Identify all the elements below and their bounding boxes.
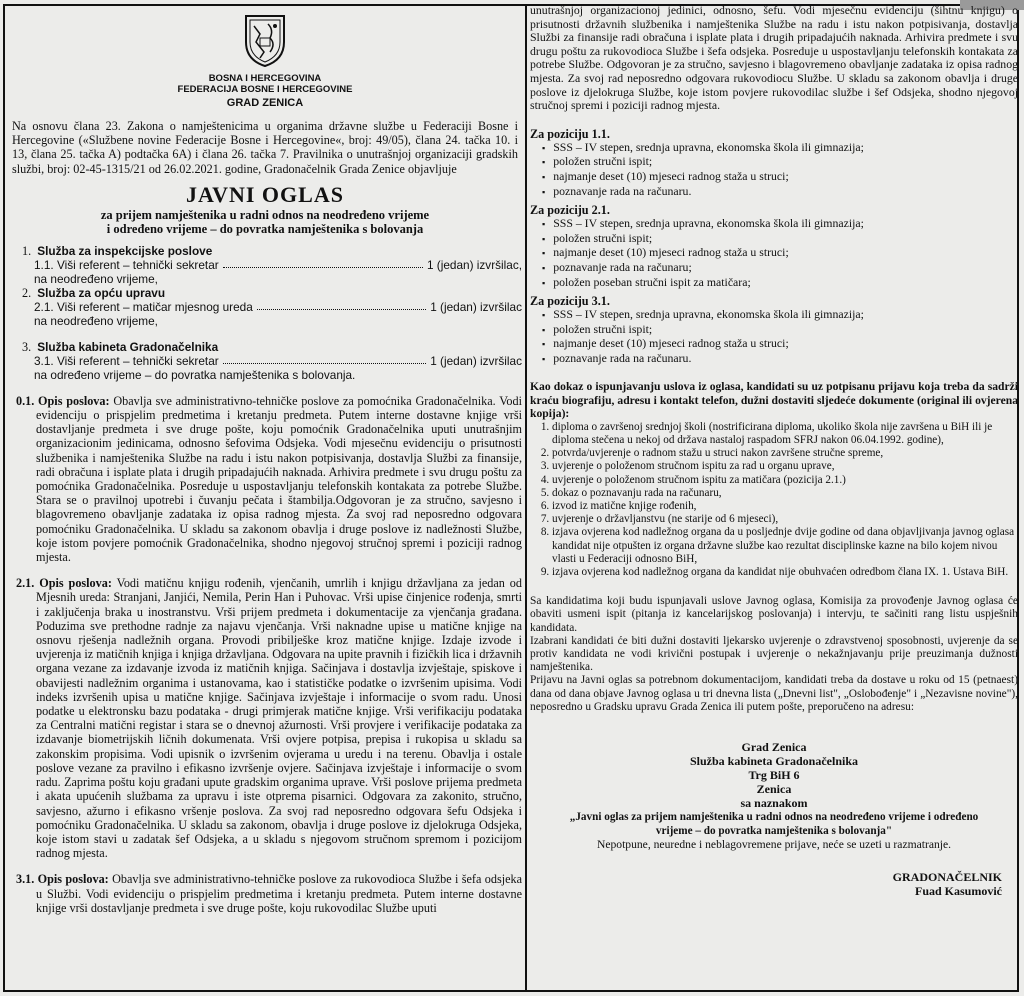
requirements-list	[530, 141, 1018, 199]
left-column	[8, 0, 522, 996]
service-name: Služba za inspekcijske poslove	[37, 243, 213, 258]
intro-paragraph: Na osnovu člana 23. Zakona o namještenicima u organima državne službe u Federaciji Bosne i Hercegovine («Službene novine Federacije Bosne i Hercegovine«, broj: 49/05), člana 24. tačka 10. i 13, člana 25. tačka A) podtačka 6A) i člana 26. tačka 7. Pravilnika o unutrašnjoj organizaciji gradskih službi, broj: 02-45-1315/21 od 26.02.2021. godine, Gradonačelnik Grada Zenice objavljuje	[12, 119, 518, 176]
column-divider	[525, 4, 527, 992]
job-description-text: Obavlja sve administrativno-tehničke poslove za rukovodioca Službe i šefa odsjeka u Službi. Vodi evidenciju o prispjelim predmetima i kretanju predmeta. Putem interne dostavne knjige vrši dostavljanje predmeta i sve druge pošte, koju rukovodilac Službe uputi	[36, 872, 522, 915]
address-line: sa naznakom	[740, 795, 808, 810]
document-item: 1. diploma o završenoj srednjoj školi (nostrificirana diploma, ukoliko škola nije završena u BiH ili je diploma stečena u nekoj od država nastaloj raspadom SFRJ nakon 06.04.1992. godine),	[552, 421, 1018, 447]
requirements-3-1	[530, 294, 1018, 366]
document-subtitle-1: za prijem namještenika u radni odnos na neodređeno vrijeme	[100, 207, 430, 222]
right-column	[530, 0, 1018, 996]
closing-paragraph-1: Sa kandidatima koji budu ispunjavali uslove Javnog oglasa, Komisija za provođenje Javnog oglasa će obaviti usmeni ispit (pitanja iz kancelarijskog poslovanja) i intervju, te sačiniti rang listu uspješnih kandidata.	[530, 595, 1018, 634]
position-count: 1 (jedan) izvršilac,	[426, 257, 522, 272]
job-description-label: 2.1. Opis poslova:	[16, 576, 112, 591]
job-description-2-1	[12, 576, 522, 860]
requirements-list	[530, 217, 1018, 290]
position-term: na neodređeno vrijeme,	[34, 271, 158, 286]
closing-paragraph-3: Prijavu na Javni oglas sa potrebnom dokumentacijom, kandidati treba da dostave u roku od 15 (petnaest) dana od dana objave Javnog oglasa u tri dnevna lista („Dnevni list", „Oslobođenje" i „Nezavisne novine"), neposredno u Gradsku upravu Grada Zenica ili putem pošte, preporučeno na adresu:	[530, 674, 1018, 713]
federation-name: FEDERACIJA BOSNE I HERCEGOVINE	[177, 84, 353, 95]
document-item: 7. uvjerenje o državljanstvu (ne starije od 6 mjeseci),	[552, 513, 1018, 526]
submission-address	[530, 740, 1018, 838]
document-subtitle-2: i određeno vrijeme – do povratka namještenika s bolovanja	[106, 221, 424, 236]
service-3	[8, 340, 522, 382]
job-description-0-1	[12, 394, 522, 564]
service-name: Služba kabineta Gradonačelnika	[37, 339, 219, 354]
address-line: Služba kabineta Gradonačelnika	[689, 753, 859, 768]
position-count: 1 (jedan) izvršilac	[430, 353, 522, 368]
requirement-item: ▪ SSS – IV stepen, srednja upravna, ekonomska škola ili gimnazija;	[556, 217, 1018, 232]
closing-paragraph-2: Izabrani kandidati će biti dužni dostaviti ljekarsko uvjerenje o zdravstvenoj sposobnosti, uvjerenje da se protiv kandidata ne vodi krivični postupak i uvjerenje o nekažnjavanju prije preuzimanja dužnosti namještenika.	[530, 634, 1018, 674]
document-item: 8. izjava ovjerena kod nadležnog organa da u posljednje dvije godine od dana objavljivanja javnog oglasa kandidat nije otpušten iz organa državne službe kao rezultat disciplinske kazne na bilo kojem nivou vlasti u Federaciji odnosno BiH,	[552, 526, 1018, 566]
job-description-text: Obavlja sve administrativno-tehničke poslove za pomoćnika Gradonačelnika. Vodi evidenciju o prispjelim predmetima i kretanju predmeta. Putem interne dostavne knjige vrši dostavljanje predmeta i sve druge pošte, koju pomoćnik Gradonačelnika uputi unutrašnjim organizacionim jedinicama, odnosno šefovima Odsjeka. Vodi mjesečnu evidenciju o prisutnosti službenika i namještenika Službe na radu i istu nakon potpisivanja, dostavlja Službi za finansije, radi obračuna i isplate plata i drugih pripadajućih naknada. Arhivira predmete i svu drugu poštu za pomoćnika Gradonačelnika. Posreduje u uspostavljanju telefonskih kontakata za potrebe Službe. Stara se o pravilnoj upotrebi i čuvanju pečata i štambilja.Odgovoran je za stručno, savjesno i blagovremeno obavljanje zadataka iz opisa radnog mjesta. Za svoj rad neposredno odgovara pomoćniku Gradonačelnika. U skladu sa zakonom obavlja i druge poslove iz nadležnosti Službe, koje istom povjere pomoćnik Gradonačelnika, shodno njegovoj stručnoj spremi i poziciji radnog mjesta.	[36, 393, 522, 565]
incomplete-note: Nepotpune, neuredne i neblagovremene prijave, neće se uzeti u razmatranje.	[596, 837, 952, 851]
position-title: 1.1. Viši referent – tehnički sekretar	[34, 257, 219, 272]
leader-dots	[257, 300, 426, 310]
service-number: 2.	[22, 285, 32, 300]
document-title: JAVNI OGLAS	[186, 181, 344, 207]
document-item: 6. izvod iz matične knjige rođenih,	[552, 500, 1018, 513]
position-count: 1 (jedan) izvršilac	[430, 299, 522, 314]
document-item: 2. potvrda/uvjerenje o radnom stažu u struci nakon završene stručne spreme,	[552, 447, 1018, 460]
requirement-item: ▪ položen stručni ispit;	[556, 232, 1018, 247]
service-name: Služba za opću upravu	[37, 285, 166, 300]
requirement-item: ▪ poznavanje rada na računaru.	[556, 185, 1018, 200]
requirements-heading: Za poziciju 3.1.	[530, 294, 610, 309]
address-line: „Javni oglas za prijem namještenika u radni odnos na neodređeno vrijeme i određeno	[569, 810, 979, 823]
requirements-heading: Za poziciju 2.1.	[530, 203, 610, 218]
job-description-label: 0.1. Opis poslova:	[16, 393, 110, 408]
job-description-text: Vodi matičnu knjigu rođenih, vjenčanih, umrlih i knjigu državljana za jedan od Mjesnih ureda: Stranjani, Janjići, Nemila, Perin Han i Puhovac. Vrši upise činjenice rođenja, smrti i zaključenja braka u inostranstvu. Vrši prijem predmeta i dokumentacije za vjenčanja građana. Poduzima sve prethodne radnje za najavu vjenčanja. Vrši naknadne upise u matične knjige na osnovu rješenja nadležnih organa. Provodi pribilješke kroz matične knjige. Izdaje izvode i uvjerenja iz matičnih knjiga i knjiga državljana. Odgovara na upite pravnih i fizičkih lica i državnih organa vezane za izdavanje izvoda iz matičnih knjiga. Sačinjava i dostavlja izvještaje, spiskove i obavijesti nadležnim organima i ustanovama, kao i statističke podatke o izvršenim upisima. Vodi indeks izvršenih upisa u matične knjige. Sačinjava izvještaje i informacije o svom radu. Unosi podatke u elektronsku bazu podataka - drugi primjerak matične knjige. Vrši verifikaciju podataka za Centralni matični registar i stara se o dnevnoj ažurnosti. Vrši provjere i verifikacije podataka za izdavanje biometrijskih ličnih dokumenata. Vrši ovjere potpisa, prepisa i rukopisa u skladu sa zakonskim propisima. Vodi upisnik o izvršenim ovjerama u uredu i na terenu. Obavlja i ostale poslove vezane za pravilno i efikasno izvršenje ovjere. Sačinjava izvještaje i informacije o svom radu. Zaprima poštu koju građani upute gradskim organima uprave. Vrši poslove prijema predmeta i akata upućenih službama za upravu i iste otprema pisarnici. Odgovara za zakonito, stručno, savjesno, ažurno i efikasno vršenje poslova. Za svoj rad neposredno odgovara šefu Odsjeka i pomoćniku Gradonačelnika. U skladu sa zakonom, obavlja i druge poslove iz djelokruga Odsjeka, koje istom stavi u zadatak šef Odsjeka, a u skladu s njegovom stručnom spremom i pozicijom radnog mjesta.	[36, 576, 522, 861]
position-title: 3.1. Viši referent – tehnički sekretar	[34, 353, 219, 368]
requirement-item: ▪ položen stručni ispit;	[556, 323, 1018, 338]
service-1	[8, 244, 522, 286]
requirements-2-1	[530, 203, 1018, 290]
leader-dots	[223, 258, 423, 268]
requirement-item: ▪ položen stručni ispit;	[556, 155, 1018, 170]
requirement-item: ▪ najmanje deset (10) mjeseci radnog staža u struci;	[556, 170, 1018, 185]
requirement-item: ▪ poznavanje rada na računaru.	[556, 352, 1018, 367]
address-line: Zenica	[756, 781, 792, 796]
city-name: GRAD ZENICA	[226, 97, 304, 109]
signature-name: Fuad Kasumović	[914, 883, 1002, 898]
leader-dots	[223, 354, 427, 364]
address-line: vrijeme – do povratka namještenika s bolovanja"	[655, 824, 893, 837]
position-term: na neodređeno vrijeme,	[34, 313, 158, 328]
requirement-item: ▪ SSS – IV stepen, srednja upravna, ekonomska škola ili gimnazija;	[556, 141, 1018, 156]
document-item: 3. uvjerenje o položenom stručnom ispitu za rad u organu uprave,	[552, 460, 1018, 473]
country-name: BOSNA I HERCEGOVINA	[208, 73, 322, 84]
coat-of-arms-icon	[242, 12, 288, 68]
job-description-3-1	[12, 872, 522, 915]
requirement-item: ▪ poznavanje rada na računaru;	[556, 261, 1018, 276]
signature-role: GRADONAČELNIK	[892, 869, 1002, 884]
position-title: 2.1. Viši referent – matičar mjesnog ureda	[34, 299, 253, 314]
document-item: 4. uvjerenje o položenom stručnom ispitu za matičara (pozicija 2.1.)	[552, 474, 1018, 487]
requirements-1-1	[530, 127, 1018, 199]
requirement-item: ▪ najmanje deset (10) mjeseci radnog staža u struci;	[556, 337, 1018, 352]
service-number: 1.	[22, 243, 32, 258]
job-description-label: 3.1. Opis poslova:	[16, 872, 109, 887]
service-number: 3.	[22, 339, 32, 354]
address-line: Trg BiH 6	[748, 767, 800, 782]
requirement-item: ▪ najmanje deset (10) mjeseci radnog staža u struci;	[556, 246, 1018, 261]
address-line: Grad Zenica	[741, 739, 807, 754]
signature-block	[530, 870, 1018, 898]
position-term: na određeno vrijeme – do povratka namještenika s bolovanja.	[34, 367, 356, 382]
document-item: 9. izjava ovjerena kod nadležnog organa da kandidat nije obuhvaćen odredbom člana IX. 1. Ustava BiH.	[552, 566, 1018, 579]
service-2	[8, 286, 522, 328]
requirements-heading: Za poziciju 1.1.	[530, 126, 610, 141]
requirement-item: ▪ položen poseban stručni ispit za matičara;	[556, 276, 1018, 291]
document-item: 5. dokaz o poznavanju rada na računaru,	[552, 487, 1018, 500]
proof-intro: Kao dokaz o ispunjavanju uslova iz oglasa, kandidati su uz potpisanu prijavu koja treba da sadrži kraću biografiju, adresu i kontakt telefon, dužni dostaviti sljedeće dokumente (original ili ovjerena kopija):	[530, 380, 1018, 421]
job-description-continuation: unutrašnjoj organizacionoj jedinici, odnosno, šefu. Vodi mjesečnu evidenciju (šihtnu knjigu) o prisutnosti državnih službenika i namještenika Službe na radu i istu nakon potpisivanja, dostavlja Službi za finansije radi obračuna i isplate plata i drugih pripadajućih naknada. Arhivira predmete i svu drugu poštu za rukovodioca Službe i šefa odsjeka. Posreduje u uspostavljanju telefonskih kontakata za potrebe Službe. Odgovoran je za stručno, savjesno i blagovremeno obavljanje zadataka iz opisa radnog mjesta. Za svoj rad neposredno odgovara rukovodiocu Službe. U skladu sa zakonom obavlja i druge poslove iz djelokruga Službe, koje istom povjere rukovodilac službe i šef Odsjeka, shodno njegovoj stručnoj spremi i poziciji radnog mjesta.	[530, 3, 1018, 113]
documents-list	[530, 421, 1018, 579]
coat-of-arms	[8, 12, 522, 73]
requirement-item: ▪ SSS – IV stepen, srednja upravna, ekonomska škola ili gimnazija;	[556, 308, 1018, 323]
requirements-list	[530, 308, 1018, 366]
